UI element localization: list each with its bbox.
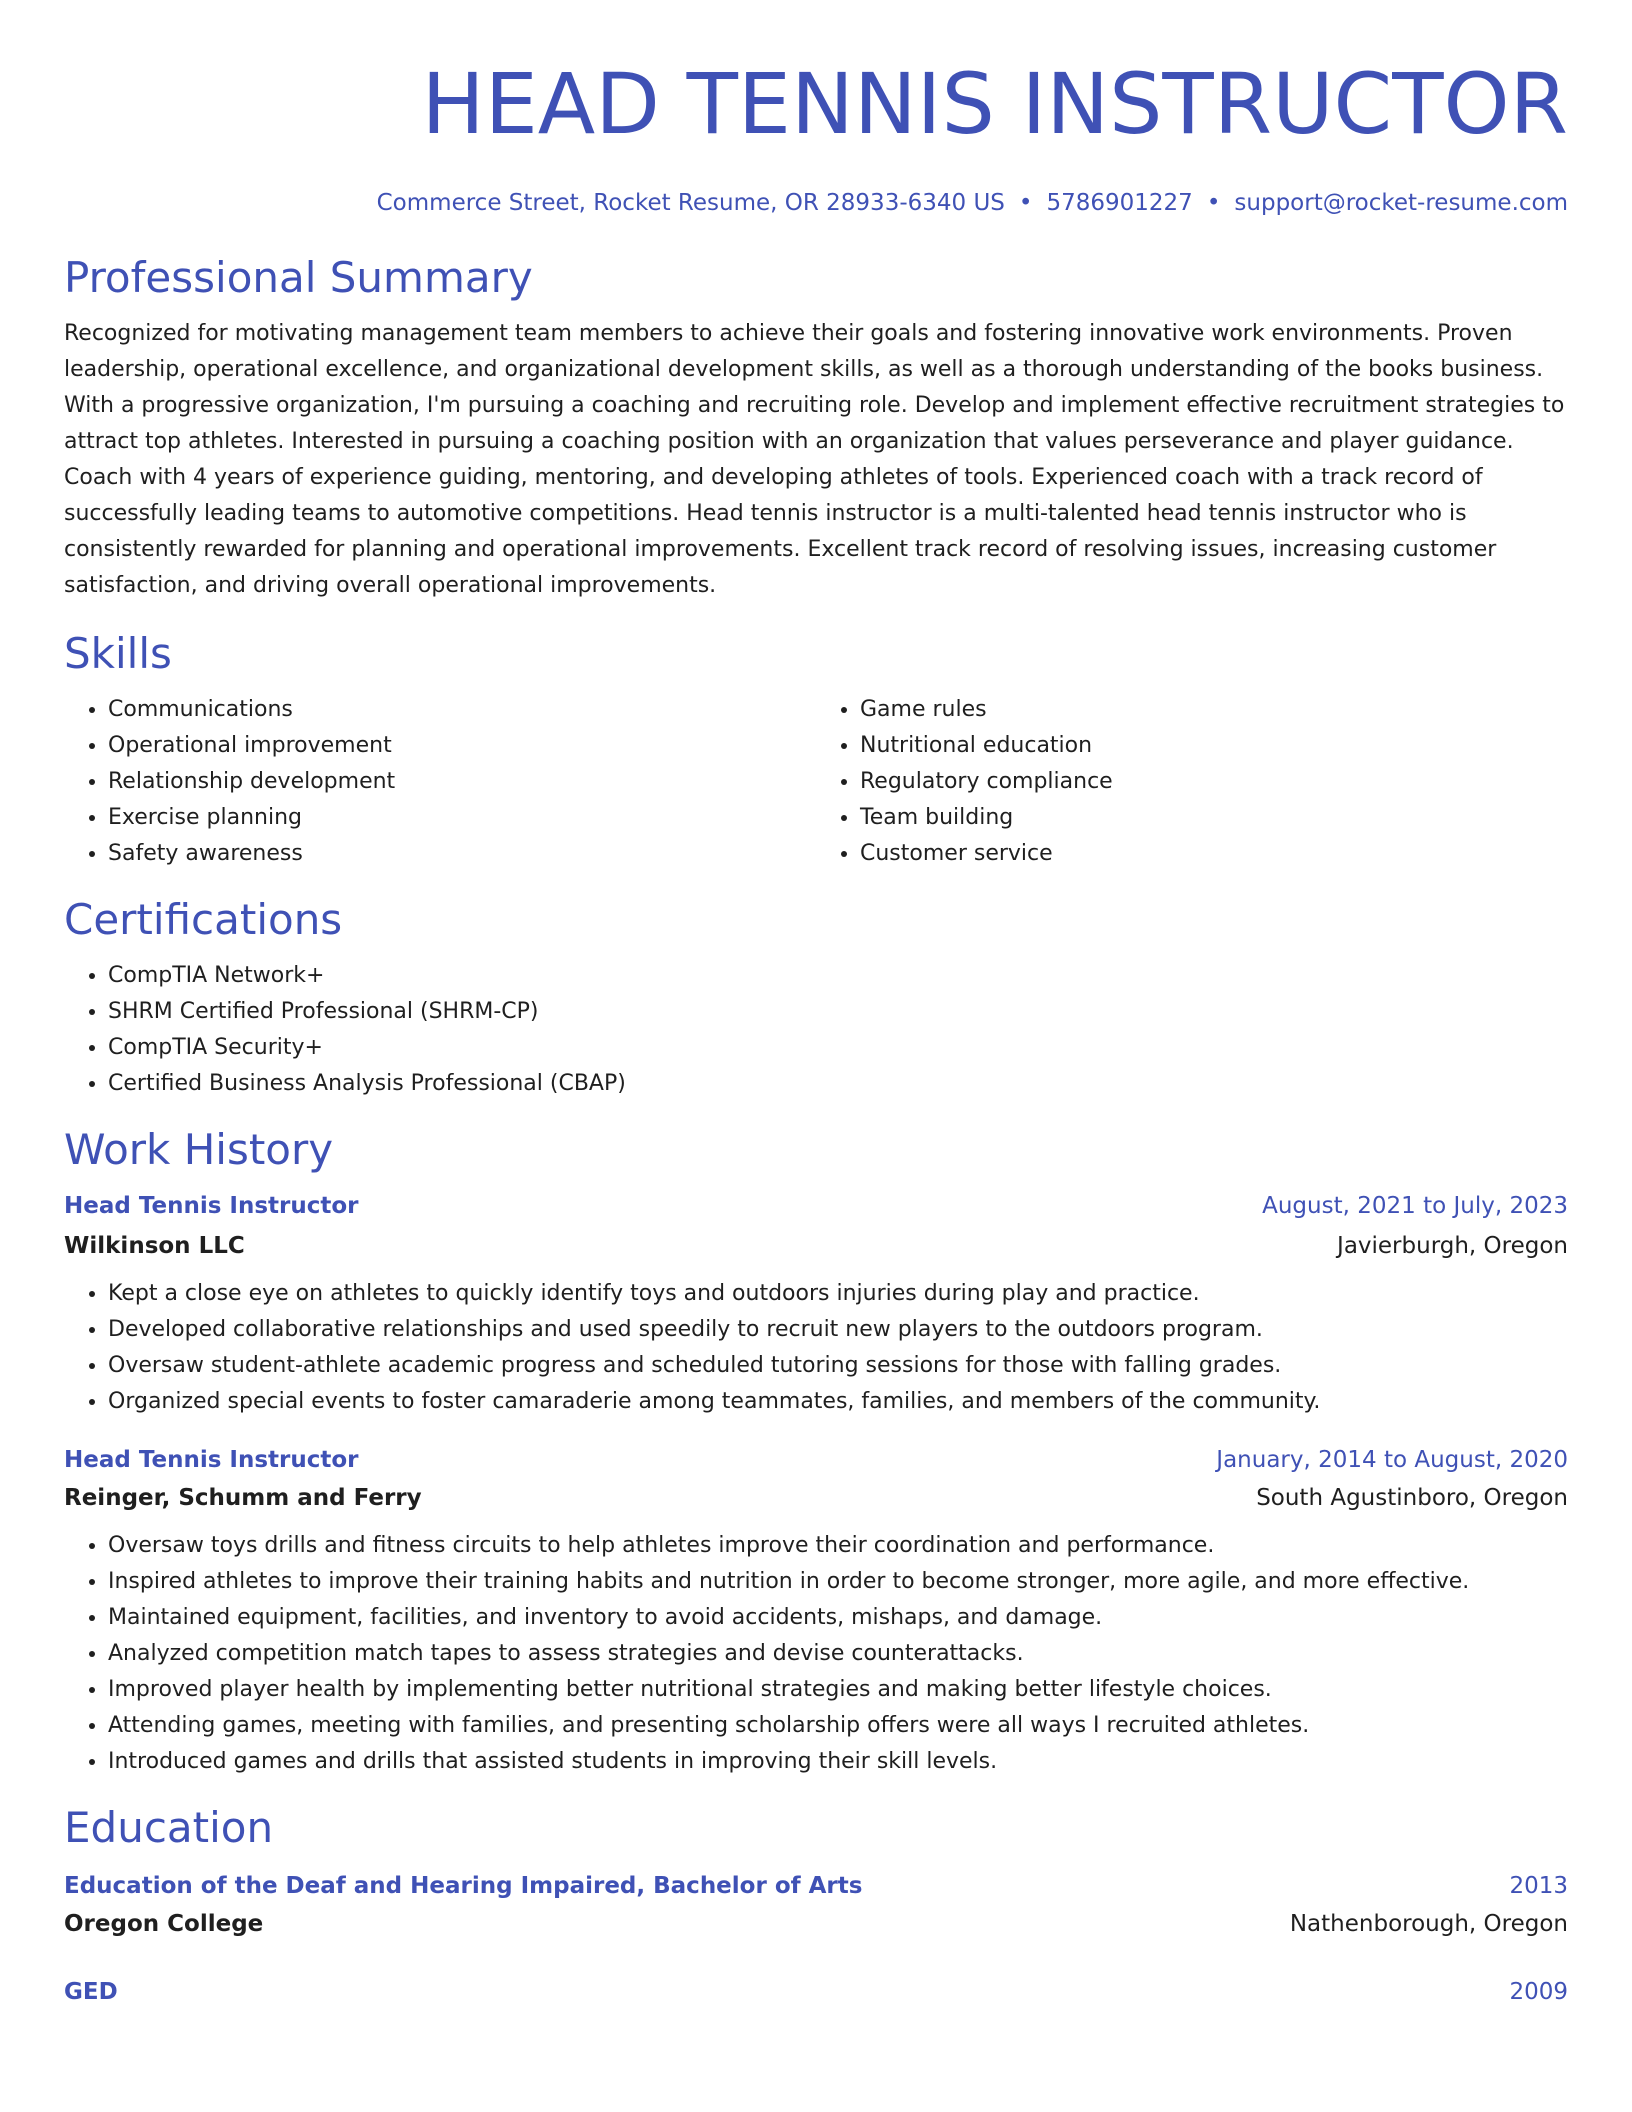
certifications-section bbox=[64, 894, 1568, 1102]
contact-line bbox=[64, 188, 1568, 218]
job-bullets bbox=[64, 1528, 1568, 1780]
education-header bbox=[64, 1868, 1568, 1904]
skill-item: • Game rules bbox=[860, 692, 1568, 728]
job-company: Wilkinson LLC bbox=[64, 1233, 245, 1259]
education-entry bbox=[64, 1974, 1568, 2010]
skills-heading: Skills bbox=[64, 629, 172, 678]
summary-text: Recognized for motivating management team members to achieve their goals and fostering innovative work environments. Proven leadership, operational excellence, and organizational development skills, as well as a thorough understanding of the books business. With a progressive organization, I'm pursuing a coaching and recruiting role. Develop and implement effective recruitment strategies to attract top athletes. Interested in pursuing a coaching position with an organization that values perseverance and player guidance. Coach with 4 years of experience guiding, mentoring, and developing athletes of tools. Experienced coach with a track record of successfully leading teams to automotive competitions. Head tennis instructor is a multi-talented head tennis instructor who is consistently rewarded for planning and operational improvements. Excellent track record of resolving issues, increasing customer satisfaction, and driving overall operational improvements. bbox=[64, 321, 1565, 598]
education-heading: Education bbox=[64, 1803, 274, 1852]
contact-email[interactable]: support@rocket-resume.com bbox=[1234, 190, 1568, 216]
certifications-heading: Certifications bbox=[64, 895, 343, 944]
job-bullet: • Oversaw student-athlete academic progress and scheduled tutoring sessions for those with falling grades. bbox=[108, 1348, 1568, 1384]
skill-item: • Safety awareness bbox=[108, 836, 816, 872]
job-subheader bbox=[64, 1228, 1568, 1264]
job-bullet: • Oversaw toys drills and fitness circuits to help athletes improve their coordination and performance. bbox=[108, 1528, 1568, 1564]
job-bullet: • Attending games, meeting with families, and presenting scholarship offers were all ways I recruited athletes. bbox=[108, 1708, 1568, 1744]
certifications-list bbox=[64, 958, 1568, 1102]
skill-item: • Nutritional education bbox=[860, 728, 1568, 764]
certification-item: • CompTIA Security+ bbox=[108, 1030, 1568, 1066]
job-bullet: • Kept a close eye on athletes to quickly identify toys and outdoors injuries during play and practice. bbox=[108, 1276, 1568, 1312]
job-title: Head Tennis Instructor bbox=[64, 1193, 359, 1219]
education-section bbox=[64, 1802, 1568, 2010]
skill-item: • Exercise planning bbox=[108, 800, 816, 836]
summary-section bbox=[64, 252, 1568, 604]
education-subheader bbox=[64, 1906, 1568, 1942]
work-history-heading: Work History bbox=[64, 1125, 334, 1174]
skills-left-list bbox=[64, 692, 816, 872]
education-year: 2013 bbox=[1509, 1873, 1568, 1899]
resume-header bbox=[64, 0, 1568, 218]
education-degree: GED bbox=[64, 1979, 118, 2005]
skills-columns bbox=[64, 692, 1568, 872]
job-bullet: • Analyzed competition match tapes to assess strategies and devise counterattacks. bbox=[108, 1636, 1568, 1672]
job-header bbox=[64, 1442, 1568, 1478]
work-history-section bbox=[64, 1124, 1568, 1780]
summary-heading: Professional Summary bbox=[64, 253, 533, 302]
job-location: Javierburgh, Oregon bbox=[1337, 1233, 1568, 1259]
education-school: Oregon College bbox=[64, 1911, 264, 1937]
skill-item: • Relationship development bbox=[108, 764, 816, 800]
job-dates: August, 2021 to July, 2023 bbox=[1262, 1193, 1568, 1219]
job-bullet: • Improved player health by implementing better nutritional strategies and making better lifestyle choices. bbox=[108, 1672, 1568, 1708]
job-header bbox=[64, 1188, 1568, 1224]
job-title: Head Tennis Instructor bbox=[64, 1447, 359, 1473]
education-header bbox=[64, 1974, 1568, 2010]
job-subheader bbox=[64, 1480, 1568, 1516]
job-bullet: • Developed collaborative relationships and used speedily to recruit new players to the outdoors program. bbox=[108, 1312, 1568, 1348]
job-bullet: • Inspired athletes to improve their training habits and nutrition in order to become stronger, more agile, and more effective. bbox=[108, 1564, 1568, 1600]
job-entry bbox=[64, 1188, 1568, 1420]
skills-section bbox=[64, 628, 1568, 872]
skill-item: • Operational improvement bbox=[108, 728, 816, 764]
skill-item: • Communications bbox=[108, 692, 816, 728]
contact-address: Commerce Street, Rocket Resume, OR 28933-6340 US bbox=[376, 190, 1005, 216]
contact-separator: • bbox=[1206, 190, 1221, 216]
contact-phone: 5786901227 bbox=[1046, 190, 1193, 216]
job-company: Reinger, Schumm and Ferry bbox=[64, 1485, 422, 1511]
job-bullet: • Introduced games and drills that assisted students in improving their skill levels. bbox=[108, 1744, 1568, 1780]
education-entry bbox=[64, 1868, 1568, 1942]
skill-item: • Customer service bbox=[860, 836, 1568, 872]
job-bullet: • Organized special events to foster camaraderie among teammates, families, and members of the community. bbox=[108, 1384, 1568, 1420]
certification-item: • SHRM Certified Professional (SHRM-CP) bbox=[108, 994, 1568, 1030]
job-bullet: • Maintained equipment, facilities, and inventory to avoid accidents, mishaps, and damage. bbox=[108, 1600, 1568, 1636]
skills-right-list bbox=[816, 692, 1568, 872]
job-entry bbox=[64, 1442, 1568, 1780]
job-location: South Agustinboro, Oregon bbox=[1256, 1485, 1568, 1511]
certification-item: • Certified Business Analysis Professional (CBAP) bbox=[108, 1066, 1568, 1102]
certification-item: • CompTIA Network+ bbox=[108, 958, 1568, 994]
job-dates: January, 2014 to August, 2020 bbox=[1216, 1447, 1568, 1473]
skill-item: • Team building bbox=[860, 800, 1568, 836]
resume-title: HEAD TENNIS INSTRUCTOR bbox=[421, 55, 1568, 153]
education-year: 2009 bbox=[1509, 1979, 1568, 2005]
job-bullets bbox=[64, 1276, 1568, 1420]
skill-item: • Regulatory compliance bbox=[860, 764, 1568, 800]
education-degree: Education of the Deaf and Hearing Impaired, Bachelor of Arts bbox=[64, 1873, 863, 1899]
contact-separator: • bbox=[1018, 190, 1033, 216]
education-location: Nathenborough, Oregon bbox=[1289, 1911, 1568, 1937]
